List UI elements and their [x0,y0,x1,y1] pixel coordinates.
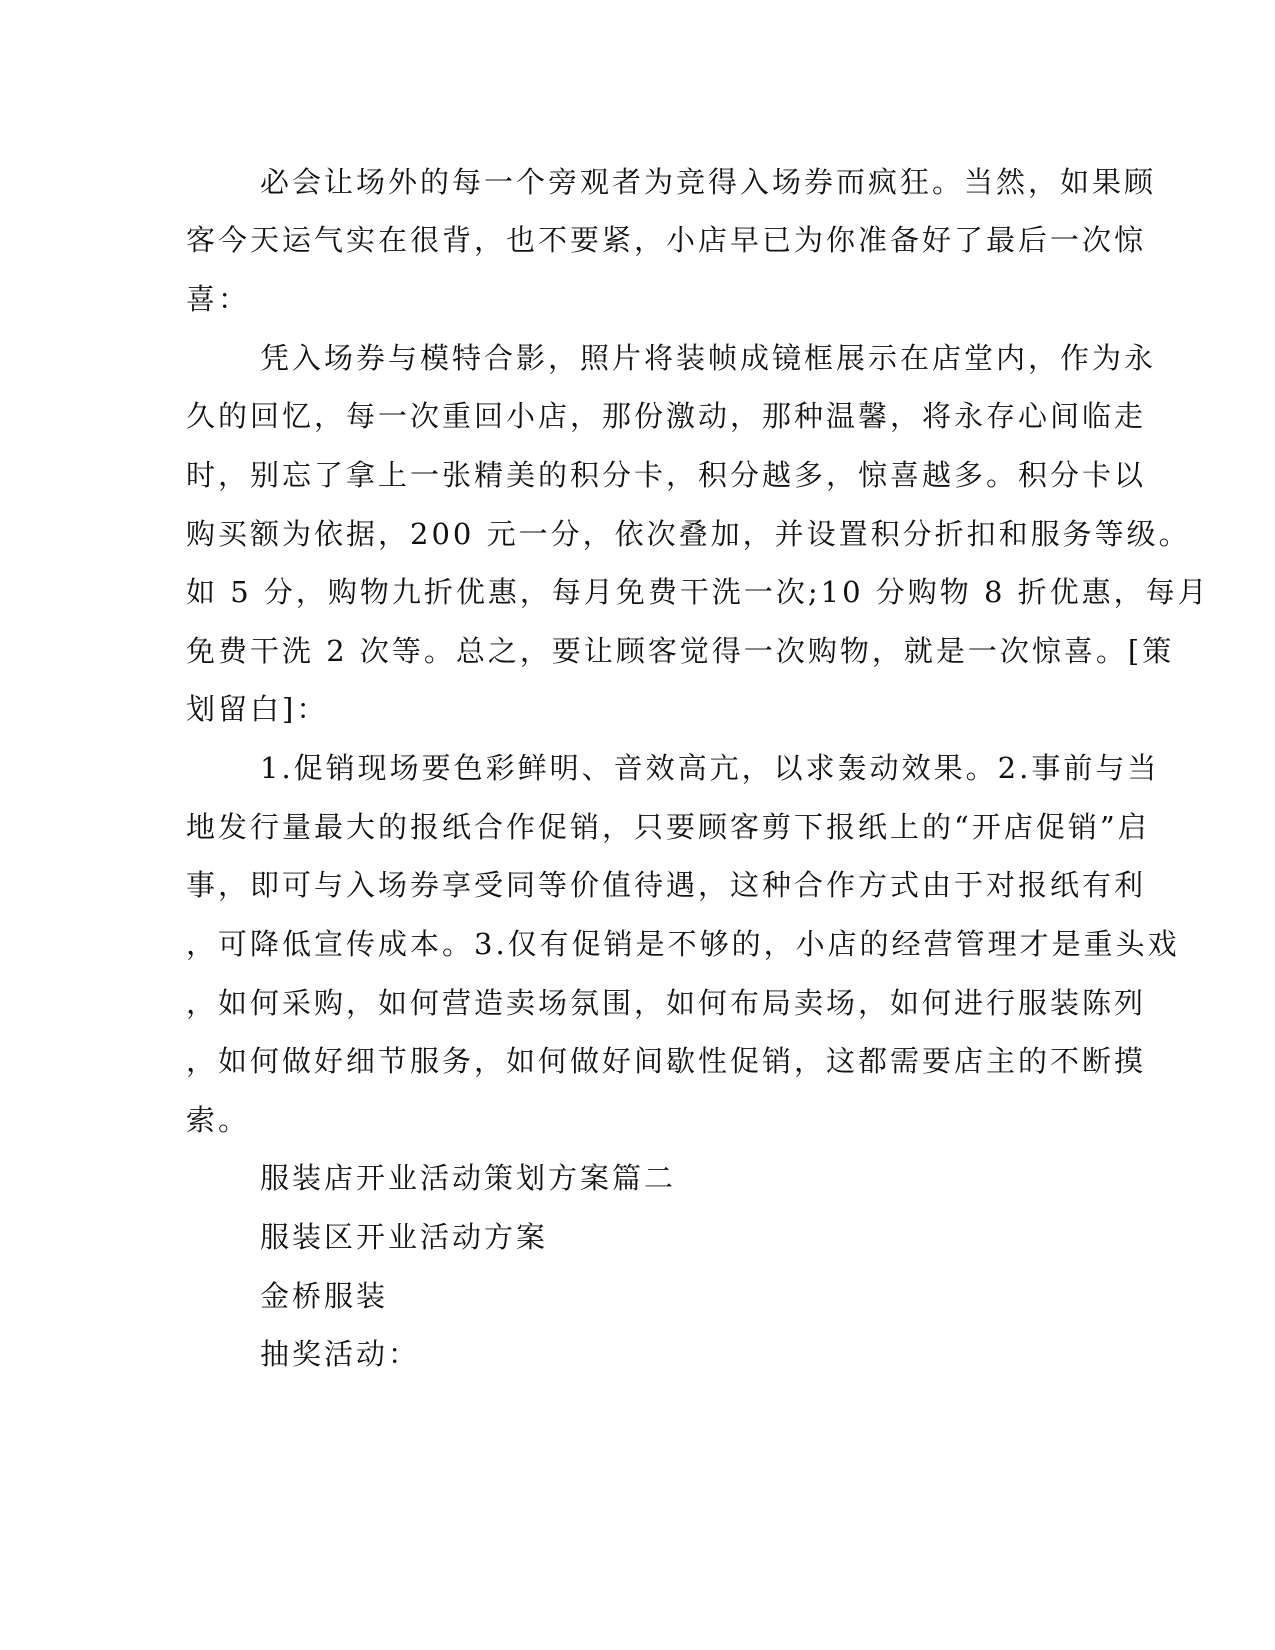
paragraph-2-line-4: 购买额为依据，200 元一分，依次叠加，并设置积分折扣和服务等级。 [186,517,1191,551]
paragraph-3-line-1: 1.促销现场要色彩鲜明、音效高亢，以求轰动效果。2.事前与当 [260,751,1160,785]
paragraph-3-line-4: ，可降低宣传成本。3.仅有促销是不够的，小店的经营管理才是重头戏 [186,927,1180,961]
paragraph-2-line-2: 久的回忆，每一次重回小店，那份激动，那种温馨，将永存心间临走 [186,399,1147,433]
paragraph-2-line-5: 如 5 分，购物九折优惠，每月免费干洗一次;10 分购物 8 折优惠，每月 [186,575,1210,609]
paragraph-2-line-6: 免费干洗 2 次等。总之，要让顾客觉得一次购物，就是一次惊喜。[策 [186,634,1175,668]
paragraph-2-line-3: 时，别忘了拿上一张精美的积分卡，积分越多，惊喜越多。积分卡以 [186,458,1147,492]
paragraph-3-line-7: 索。 [186,1103,251,1137]
paragraph-2-line-1: 凭入场券与模特合影，照片将装帧成镜框展示在店堂内，作为永 [260,341,1157,375]
subsection-title: 服装区开业活动方案 [260,1220,549,1254]
paragraph-3-line-5: ，如何采购，如何营造卖场氛围，如何布局卖场，如何进行服装陈列 [186,986,1147,1020]
paragraph-1-line-2: 客今天运气实在很背，也不要紧，小店早已为你准备好了最后一次惊 [186,223,1147,257]
paragraph-1-line-1: 必会让场外的每一个旁观者为竞得入场券而疯狂。当然，如果顾 [260,165,1157,199]
paragraph-1-line-3: 喜： [186,282,251,316]
paragraph-3-line-2: 地发行量最大的报纸合作促销，只要顾客剪下报纸上的“开店促销”启 [186,810,1150,844]
lottery-activity-label: 抽奖活动： [260,1337,421,1371]
paragraph-3-line-3: 事，即可与入场券享受同等价值待遇，这种合作方式由于对报纸有利 [186,868,1147,902]
section-heading: 服装店开业活动策划方案篇二 [260,1161,677,1195]
brand-name: 金桥服装 [260,1279,389,1313]
paragraph-2-line-7: 划留白]： [186,692,329,726]
paragraph-3-line-6: ，如何做好细节服务，如何做好间歇性促销，这都需要店主的不断摸 [186,1044,1147,1078]
